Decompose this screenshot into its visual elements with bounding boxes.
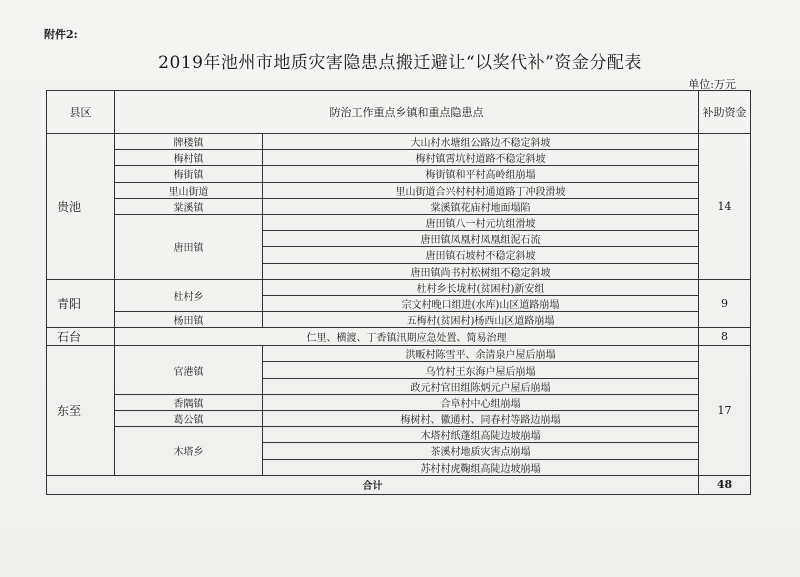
amount-cell: 9 <box>699 279 751 328</box>
point-cell: 梅树村、徽通村、同春村等路边崩塌 <box>263 411 699 427</box>
header-subsidy: 补助资金 <box>699 91 751 134</box>
county-cell: 东至 <box>47 346 115 476</box>
unit-label: 单位:万元 <box>688 78 736 91</box>
point-cell: 唐田镇尚书村松树组不稳定斜坡 <box>263 263 699 279</box>
point-cell: 杜村乡长垅村(贫困村)新安组 <box>263 279 699 295</box>
header-row <box>47 91 751 134</box>
county-cell: 青阳 <box>47 279 115 328</box>
table-row <box>47 279 751 295</box>
town-cell: 里山街道 <box>115 182 263 198</box>
header-county: 县区 <box>47 91 115 134</box>
page-title: 2019年池州市地质灾害隐患点搬迁避让“以奖代补”资金分配表 <box>158 53 642 73</box>
point-cell: 唐田镇凤凰村凤凰组泥石流 <box>263 231 699 247</box>
point-cell: 五梅村(贫困村)杨西山区道路崩塌 <box>263 312 699 328</box>
table-row <box>47 198 751 214</box>
point-cell: 合阜村中心组崩塌 <box>263 394 699 410</box>
point-cell: 大山村水塘组公路边不稳定斜坡 <box>263 134 699 150</box>
town-cell: 香隅镇 <box>115 394 263 410</box>
point-cell: 洪畈村陈雪平、余清泉户屋后崩塌 <box>263 346 699 362</box>
point-cell: 茶溪村地质灾害点崩塌 <box>263 443 699 459</box>
table-row <box>47 182 751 198</box>
amount-cell: 8 <box>699 328 751 346</box>
attachment-label: 附件2: <box>44 28 78 41</box>
town-cell: 木塔乡 <box>115 427 263 476</box>
table-row <box>47 166 751 182</box>
point-cell: 梅村镇霄坑村道路不稳定斜坡 <box>263 150 699 166</box>
table-row <box>47 214 751 230</box>
allocation-table <box>46 90 751 495</box>
town-cell: 梅村镇 <box>115 150 263 166</box>
table-row <box>47 150 751 166</box>
point-cell: 仁里、横渡、丁香镇汛期应急处置、简易治理 <box>115 328 699 346</box>
point-cell: 唐田镇石坡村不稳定斜坡 <box>263 247 699 263</box>
county-cell: 贵池 <box>47 134 115 280</box>
table-row <box>47 346 751 362</box>
header-points: 防治工作重点乡镇和重点隐患点 <box>115 91 699 134</box>
table-row <box>47 328 751 346</box>
town-cell: 杨田镇 <box>115 312 263 328</box>
total-row <box>47 475 751 494</box>
point-cell: 梅街镇和平村高岭组崩塌 <box>263 166 699 182</box>
total-amount: 48 <box>699 475 751 494</box>
point-cell: 政元村官田组陈炳元户屋后崩塌 <box>263 378 699 394</box>
table-row <box>47 427 751 443</box>
point-cell: 唐田镇八一村元坑组滑坡 <box>263 214 699 230</box>
table-row <box>47 411 751 427</box>
total-label: 合计 <box>47 475 699 494</box>
county-cell: 石台 <box>47 328 115 346</box>
table-row <box>47 312 751 328</box>
town-cell: 梅街镇 <box>115 166 263 182</box>
amount-cell: 17 <box>699 346 751 476</box>
point-cell: 乌竹村王东海户屋后崩塌 <box>263 362 699 378</box>
table-row <box>47 134 751 150</box>
point-cell: 苏村村虎鞠组高陡边坡崩塌 <box>263 459 699 475</box>
table-row <box>47 394 751 410</box>
amount-cell: 14 <box>699 134 751 280</box>
town-cell: 葛公镇 <box>115 411 263 427</box>
town-cell: 棠溪镇 <box>115 198 263 214</box>
town-cell: 杜村乡 <box>115 279 263 311</box>
point-cell: 棠溪镇花庙村地面塌陷 <box>263 198 699 214</box>
town-cell: 官港镇 <box>115 346 263 395</box>
point-cell: 木塔村纸蓬组高陡边坡崩塌 <box>263 427 699 443</box>
point-cell: 宗文村晚口组进(水库)山区道路崩塌 <box>263 295 699 311</box>
town-cell: 唐田镇 <box>115 214 263 279</box>
town-cell: 牌楼镇 <box>115 134 263 150</box>
point-cell: 里山街道合兴村村村通道路丁冲段滑坡 <box>263 182 699 198</box>
